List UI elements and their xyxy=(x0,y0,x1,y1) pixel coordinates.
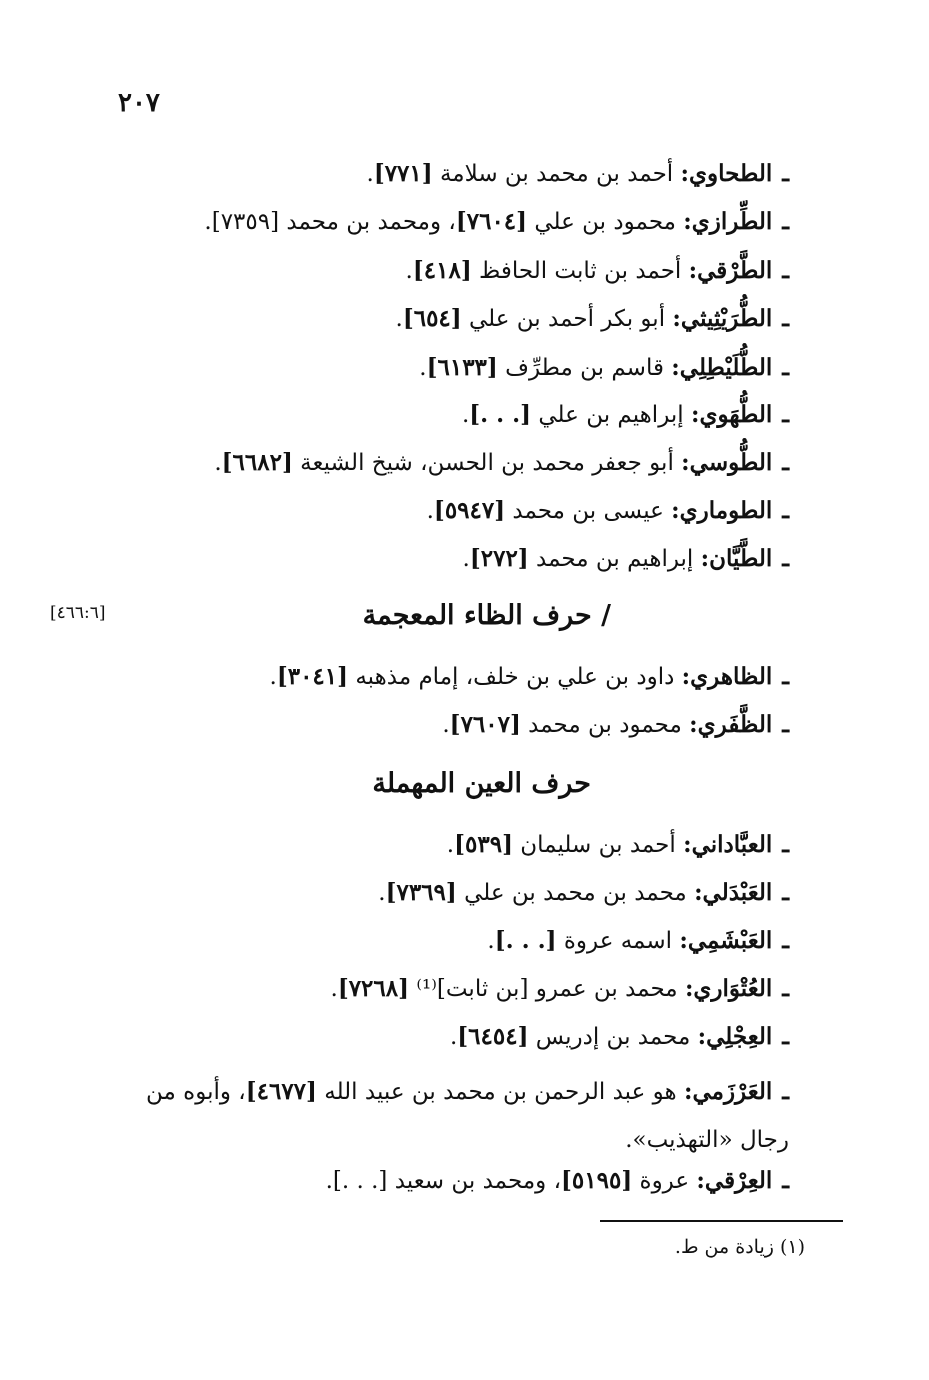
entry-ijli: ـالعِجْلِي: محمد بن إدريس [٦٤٥٤]. xyxy=(449,1023,789,1050)
entry-arzami: ـالعَرْزَمي: هو عبد الرحمن بن محمد بن عبيد الله [٤٦٧٧]، وأبوه من رجال «التهذيب». xyxy=(146,1078,789,1153)
entry-abshami: ـالعَبْشَمِي: اسمه عروة [. . .]. xyxy=(487,927,789,954)
entry-tulaytuli: ـالطُّلَيْطِلِي: قاسم بن مطرِّف [٦١٣٣]. xyxy=(419,354,789,381)
entry-tayyan: ـالطَّيَّان: إبراهيم بن محمد [٢٧٢]. xyxy=(462,545,789,572)
footnote: (١) زيادة من ط. xyxy=(674,1236,805,1258)
footnote-divider xyxy=(600,1220,843,1222)
entry-tahawi: ـالطحاوي: أحمد بن محمد بن سلامة [٧٧١]. xyxy=(366,160,789,187)
section-heading-za: / حرف الظاء المعجمة xyxy=(362,600,611,631)
entry-tumari: ـالطوماري: عيسى بن محمد [٥٩٤٧]. xyxy=(426,497,789,524)
margin-reference: [٤٦٦:٦] xyxy=(50,603,106,623)
entry-zafari: ـالظَّفَري: محمود بن محمد [٧٦٠٧]. xyxy=(442,711,789,738)
entry-tarqi: ـالطَّرْقي: أحمد بن ثابت الحافظ [٤١٨]. xyxy=(405,257,789,284)
entry-tuhawi: ـالطُّهَوي: إبراهيم بن علي [. . .]. xyxy=(461,401,789,428)
entry-tusi: ـالطُّوسي: أبو جعفر محمد بن الحسن، شيخ الشيعة [٦٦٨٢]. xyxy=(214,449,789,476)
entry-abdali: ـالعَبْدَلي: محمد بن محمد بن علي [٧٣٦٩]. xyxy=(378,879,789,906)
entry-utwari: ـالعُتْوَاري: محمد بن عمرو [بن ثابت]⁽¹⁾ [٧٢٦٨]. xyxy=(330,975,789,1002)
entry-turaythithi: ـالطُّرَيْثِيثي: أبو بكر أحمد بن علي [٦٥٤]. xyxy=(395,305,789,332)
entry-abbadani: ـالعبَّاداني: أحمد بن سليمان [٥٣٩]. xyxy=(446,831,789,858)
entry-tirazi: ـالطِّرازي: محمود بن علي [٧٦٠٤]، ومحمد بن محمد [٧٣٥٩]. xyxy=(204,208,789,235)
entry-irqi: ـالعِرْقي: عروة [٥١٩٥]، ومحمد بن سعيد [. . .]. xyxy=(325,1167,789,1194)
entry-zahiri: ـالظاهري: داود بن علي بن خلف، إمام مذهبه [٣٠٤١]. xyxy=(269,663,789,690)
section-heading-ayn: حرف العين المهملة xyxy=(372,768,591,799)
page-number: ٢٠٧ xyxy=(118,88,160,118)
